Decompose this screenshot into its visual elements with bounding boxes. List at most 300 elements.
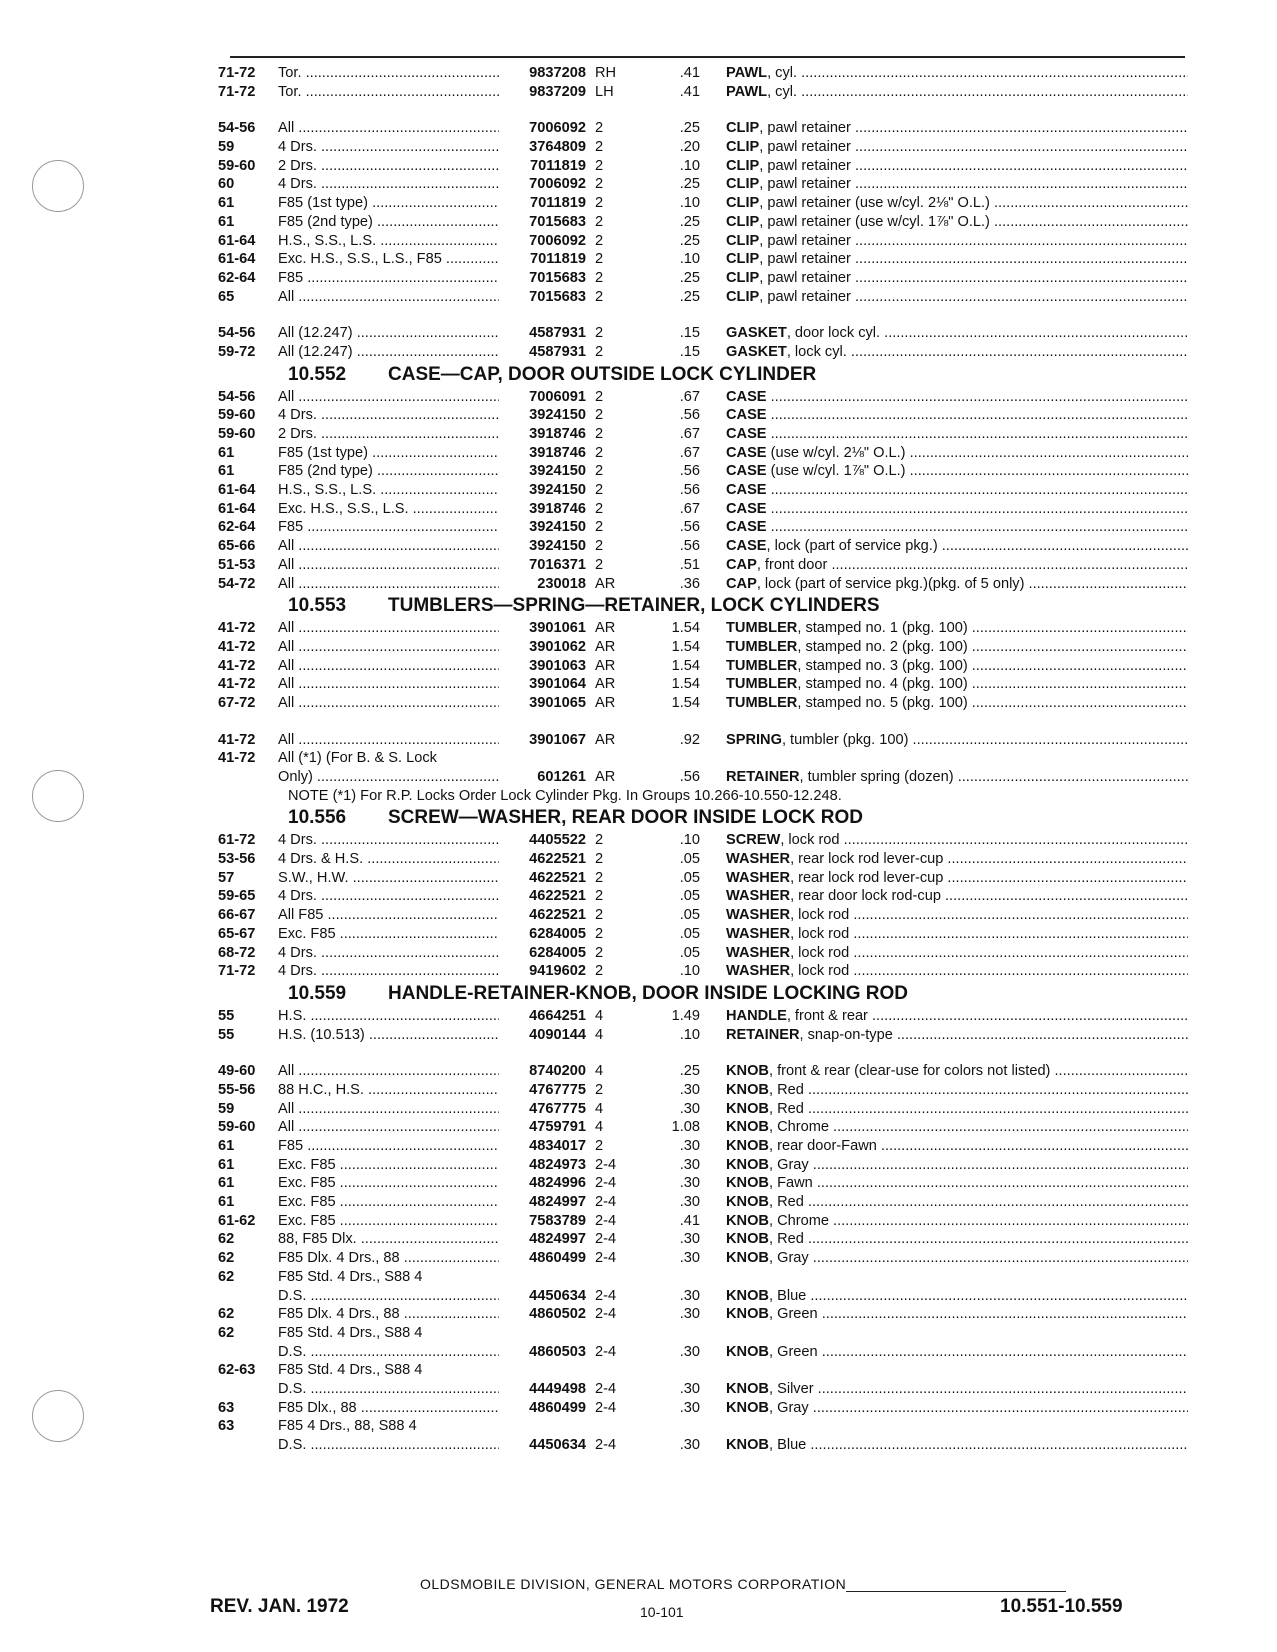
model-description: All (12.247) .....: [278, 324, 499, 343]
part-name: [726, 731, 1188, 750]
model-year: 49-60: [218, 1063, 256, 1080]
quantity: 2: [595, 482, 604, 499]
model-year: 61-64: [218, 500, 256, 517]
part-name-main: CASE: [726, 538, 767, 555]
price: .10: [679, 832, 700, 849]
model-year: 51-53: [218, 556, 256, 573]
part-number: 4664251: [529, 1007, 586, 1024]
footer-company: OLDSMOBILE DIVISION, GENERAL MOTORS CORPORATION: [420, 1576, 847, 1592]
part-name: [726, 1026, 1188, 1045]
part-name-detail: , pawl retainer: [759, 251, 851, 268]
part-number: 4622521: [529, 888, 586, 905]
quantity: 2-4: [595, 1380, 617, 1397]
parts-row: [218, 269, 1188, 288]
note-text: NOTE (*1) For R.P. Locks Order Lock Cylinder Pkg. In Groups 10.266-10.550-12.248.: [288, 787, 842, 804]
part-number: 9419602: [529, 963, 586, 980]
model-year: 61-64: [218, 482, 256, 499]
parts-row: [218, 1343, 1188, 1362]
model-year: [218, 1380, 278, 1399]
part-name-main: SPRING: [726, 731, 782, 748]
price: .15: [679, 343, 700, 360]
quantity: 2: [595, 851, 604, 868]
model-description: All .....: [278, 119, 499, 138]
model-description: D.S. .....: [278, 1380, 499, 1399]
part-name-main: CLIP: [726, 120, 760, 137]
parts-row: [218, 481, 1188, 500]
quantity: AR: [595, 676, 616, 693]
model-year: 54-56: [218, 388, 256, 405]
part-number: 3901062: [529, 638, 586, 655]
model-description: F85 .....: [278, 269, 499, 288]
part-number: 4767775: [529, 1081, 586, 1098]
model-year: 61-72: [218, 832, 256, 849]
part-number: 4450634: [529, 1287, 586, 1304]
price: .30: [679, 1138, 700, 1154]
part-number: 4767775: [529, 1100, 586, 1117]
part-name: [726, 575, 1188, 594]
part-number: 3901067: [529, 731, 586, 748]
model-year: 41-72: [218, 620, 256, 637]
parts-row: [218, 500, 1188, 519]
part-number: 3924150: [529, 482, 586, 499]
part-name-main: SCREW: [726, 832, 781, 849]
model-year: 61: [218, 1156, 235, 1173]
price: .05: [679, 851, 700, 868]
part-name-main: TUMBLER: [726, 620, 798, 637]
part-name: [726, 1343, 1188, 1362]
parts-row: [218, 462, 1188, 481]
model-year: 53-56: [218, 851, 256, 868]
quantity: 4: [595, 1100, 604, 1117]
section-heading: [218, 593, 1188, 619]
model-description: 4 Drs. & H.S. .....: [278, 850, 499, 869]
price: 1.54: [671, 657, 700, 674]
part-number: 3924150: [529, 519, 586, 536]
part-number: 7006092: [529, 232, 586, 249]
parts-row: [218, 64, 1188, 83]
parts-row: [218, 1062, 1188, 1081]
quantity: 2: [595, 195, 604, 212]
price: .10: [679, 963, 700, 980]
part-number: 4449498: [529, 1380, 586, 1397]
part-name-main: CASE: [726, 463, 767, 480]
section-number: 10.559: [288, 982, 347, 1004]
quantity: AR: [595, 769, 616, 785]
part-name-detail: , pawl retainer: [759, 232, 851, 249]
part-name-detail: , Silver: [768, 1380, 814, 1397]
model-description: Exc. F85 .....: [278, 1174, 499, 1193]
model-year: 67-72: [218, 694, 256, 711]
part-name-detail: , rear lock rod lever-cup: [790, 851, 944, 868]
model-description: Only) .....: [278, 768, 499, 787]
price: .05: [679, 944, 700, 961]
part-number: 4450634: [529, 1437, 586, 1453]
price: 1.54: [671, 620, 700, 637]
part-number: 7011819: [529, 251, 586, 268]
part-name: [726, 444, 1188, 463]
part-number: 601261: [537, 769, 586, 785]
part-name-detail: , lock rod: [790, 963, 850, 980]
part-name-detail: , stamped no. 1 (pkg. 100): [797, 620, 968, 637]
parts-row: [218, 1081, 1188, 1100]
quantity: 2: [595, 343, 604, 360]
part-name-detail: , pawl retainer: [759, 176, 851, 193]
part-name: [726, 157, 1188, 176]
part-name-detail: , Fawn: [768, 1175, 813, 1192]
quantity: 2: [595, 538, 604, 555]
model-description: All .....: [278, 388, 499, 407]
quantity: 2: [595, 426, 604, 442]
price: .30: [679, 1194, 700, 1211]
model-description: H.S. .....: [278, 1007, 499, 1026]
model-description: F85 (1st type) .....: [278, 444, 499, 463]
part-name-main: CASE: [726, 388, 767, 405]
price: .20: [679, 139, 700, 156]
model-description: All .....: [278, 1100, 499, 1119]
part-name-detail: , snap-on-type: [799, 1026, 893, 1043]
parts-row: [218, 831, 1188, 850]
price: .30: [679, 1100, 700, 1117]
part-number: 3764809: [529, 139, 586, 156]
parts-row: [218, 388, 1188, 407]
price: .05: [679, 925, 700, 942]
quantity: 2: [595, 157, 604, 174]
part-name-detail: , front door: [756, 556, 828, 573]
part-number: 3924150: [529, 407, 586, 424]
model-description: All (12.247) .....: [278, 343, 499, 362]
model-year: 65: [218, 288, 235, 305]
price: .05: [679, 869, 700, 886]
price: 1.54: [671, 638, 700, 655]
parts-row: [218, 1305, 1188, 1324]
model-description: 88, F85 Dlx. .....: [278, 1230, 499, 1249]
parts-row: [218, 1118, 1188, 1137]
part-name-detail: , Green: [768, 1343, 818, 1360]
section-number: 10.556: [288, 807, 347, 829]
model-description: Exc. H.S., S.S., L.S. .....: [278, 500, 499, 519]
part-number: 7006092: [529, 120, 586, 137]
part-name-main: CLIP: [726, 288, 760, 305]
quantity: 2: [595, 519, 604, 536]
part-name-main: KNOB: [726, 1399, 769, 1416]
part-name-main: KNOB: [726, 1081, 769, 1098]
part-name-detail: , pawl retainer: [759, 120, 851, 137]
part-number: 4860502: [529, 1306, 586, 1323]
section-title: SCREW—WASHER, REAR DOOR INSIDE LOCK ROD: [388, 807, 864, 829]
part-name: [726, 406, 1188, 425]
parts-row: [218, 1361, 1188, 1380]
part-name: [726, 481, 1188, 500]
part-name-main: CASE: [726, 500, 767, 517]
model-year: [218, 768, 278, 787]
model-year: 63: [218, 1399, 235, 1416]
part-name-main: CLIP: [726, 195, 760, 212]
part-name-main: KNOB: [726, 1343, 769, 1360]
part-name-detail: , Red: [768, 1231, 804, 1248]
part-name-main: KNOB: [726, 1138, 769, 1154]
model-year: 61-64: [218, 251, 256, 268]
part-name-detail: , pawl retainer (use w/cyl. 2⅛" O.L.): [759, 195, 990, 212]
quantity: 2: [595, 120, 604, 137]
quantity: 2: [595, 925, 604, 942]
quantity: 2: [595, 388, 604, 405]
part-name: [726, 194, 1188, 213]
parts-row: [218, 1249, 1188, 1268]
model-year: 59-60: [218, 1119, 256, 1136]
quantity: 2-4: [595, 1287, 617, 1304]
section-heading: [218, 805, 1188, 831]
quantity: 2-4: [595, 1231, 617, 1248]
price: .10: [679, 195, 700, 212]
part-name-main: CASE: [726, 444, 767, 461]
part-name-main: TUMBLER: [726, 657, 798, 674]
price: .36: [679, 575, 700, 592]
quantity: AR: [595, 620, 616, 637]
price: .56: [679, 538, 700, 555]
parts-row: [218, 1100, 1188, 1119]
part-name: [726, 619, 1188, 638]
part-name-main: PAWL: [726, 65, 768, 81]
part-number: 4824973: [529, 1156, 586, 1173]
quantity: 2: [595, 251, 604, 268]
model-year: 41-72: [218, 731, 256, 748]
parts-row: [218, 575, 1188, 594]
parts-row: [218, 694, 1188, 713]
parts-row: [218, 213, 1188, 232]
part-name-detail: , Red: [768, 1081, 804, 1098]
quantity: 2-4: [595, 1343, 617, 1360]
part-name-main: WASHER: [726, 963, 791, 980]
quantity: 2: [595, 869, 604, 886]
price: .30: [679, 1399, 700, 1416]
model-description: F85 .....: [278, 1137, 499, 1156]
model-description: F85 Dlx. 4 Drs., 88 .....: [278, 1249, 499, 1268]
part-name: [726, 175, 1188, 194]
quantity: 2-4: [595, 1175, 617, 1192]
quantity: 2: [595, 963, 604, 980]
price: .92: [679, 731, 700, 748]
price: .30: [679, 1343, 700, 1360]
parts-row: [218, 887, 1188, 906]
price: .56: [679, 482, 700, 499]
price: .41: [679, 65, 700, 81]
part-name-detail: (use w/cyl. 2⅛" O.L.): [766, 444, 906, 461]
part-name-detail: , Chrome: [768, 1212, 829, 1229]
part-name: [726, 83, 1188, 102]
part-name-main: KNOB: [726, 1380, 769, 1397]
part-number: 230018: [537, 575, 586, 592]
parts-row: [218, 1417, 1188, 1436]
part-name-detail: , lock cyl.: [786, 343, 847, 360]
model-description: S.W., H.W. .....: [278, 869, 499, 888]
model-description: 4 Drs. .....: [278, 138, 499, 157]
parts-row: [218, 962, 1188, 981]
part-number: 3901061: [529, 620, 586, 637]
part-name-main: TUMBLER: [726, 694, 798, 711]
model-description: All .....: [278, 288, 499, 307]
part-name-main: CLIP: [726, 232, 760, 249]
parts-row: [218, 675, 1188, 694]
model-description: Exc. F85 .....: [278, 1212, 499, 1231]
part-name-main: KNOB: [726, 1287, 769, 1304]
model-description: 2 Drs. .....: [278, 157, 499, 176]
section-title: HANDLE-RETAINER-KNOB, DOOR INSIDE LOCKING ROD: [388, 982, 909, 1004]
quantity: 2: [595, 269, 604, 286]
parts-row: [218, 537, 1188, 556]
part-name-main: CLIP: [726, 269, 760, 286]
parts-row: [218, 83, 1188, 102]
part-number: 4622521: [529, 907, 586, 924]
model-year: 71-72: [218, 65, 256, 81]
part-number: 7015683: [529, 213, 586, 230]
part-name-main: KNOB: [726, 1250, 769, 1267]
model-description: F85 4 Drs., 88, S88 4: [278, 1418, 417, 1435]
part-name-main: CLIP: [726, 139, 760, 156]
part-name: [726, 500, 1188, 519]
spacer-row: [218, 1044, 1188, 1062]
quantity: 2-4: [595, 1156, 617, 1173]
quantity: 4: [595, 1007, 604, 1024]
price: .25: [679, 269, 700, 286]
quantity: 2: [595, 888, 604, 905]
model-description: All .....: [278, 1062, 499, 1081]
part-name-main: CLIP: [726, 176, 760, 193]
model-description: 2 Drs. .....: [278, 425, 499, 444]
part-name: [726, 1137, 1188, 1156]
price: .30: [679, 1175, 700, 1192]
quantity: AR: [595, 731, 616, 748]
part-number: 3924150: [529, 463, 586, 480]
model-description: D.S. .....: [278, 1343, 499, 1362]
part-name: [726, 831, 1188, 850]
quantity: 2-4: [595, 1306, 617, 1323]
model-description: 4 Drs. .....: [278, 831, 499, 850]
parts-row: [218, 119, 1188, 138]
part-name: [726, 850, 1188, 869]
part-name-detail: , Blue: [768, 1437, 807, 1453]
model-year: 62-63: [218, 1362, 256, 1379]
part-name-detail: , front & rear: [786, 1007, 868, 1024]
price: .10: [679, 157, 700, 174]
model-year: [218, 1436, 278, 1455]
model-year: 62: [218, 1231, 235, 1248]
price: .56: [679, 769, 700, 785]
model-description: All .....: [278, 694, 499, 713]
parts-row: [218, 1436, 1188, 1455]
footer-rule: [846, 1591, 1066, 1592]
part-name: [726, 675, 1188, 694]
parts-row: [218, 1156, 1188, 1175]
price: 1.49: [671, 1007, 700, 1024]
parts-row: [218, 157, 1188, 176]
part-name: [726, 537, 1188, 556]
part-name-detail: (use w/cyl. 1⅞" O.L.): [766, 463, 906, 480]
part-name-main: KNOB: [726, 1119, 769, 1136]
quantity: 2: [595, 176, 604, 193]
price: .30: [679, 1231, 700, 1248]
model-description: All .....: [278, 638, 499, 657]
section-number: 10.553: [288, 595, 347, 617]
model-year: [218, 1343, 278, 1362]
footer-page-number: 10-101: [640, 1604, 684, 1620]
parts-row: [218, 324, 1188, 343]
parts-row: [218, 1212, 1188, 1231]
part-name-detail: , lock rod: [790, 925, 850, 942]
parts-row: [218, 749, 1188, 768]
model-year: 54-56: [218, 120, 256, 137]
model-year: 55: [218, 1026, 235, 1043]
model-year: 59-60: [218, 157, 256, 174]
parts-row: [218, 906, 1188, 925]
model-year: 62-64: [218, 269, 256, 286]
quantity: 2: [595, 325, 604, 342]
part-name-detail: , stamped no. 3 (pkg. 100): [797, 657, 968, 674]
parts-row: [218, 232, 1188, 251]
quantity: 2: [595, 232, 604, 249]
part-number: 3918746: [529, 444, 586, 461]
part-name: [726, 462, 1188, 481]
price: .67: [679, 444, 700, 461]
part-name-detail: , tumbler (pkg. 100): [781, 731, 909, 748]
part-name-main: RETAINER: [726, 769, 800, 785]
price: .25: [679, 120, 700, 137]
part-name: [726, 657, 1188, 676]
part-number: 9837209: [529, 83, 586, 100]
part-name-detail: , cyl.: [767, 83, 798, 100]
parts-row: [218, 638, 1188, 657]
parts-row: [218, 175, 1188, 194]
section-title: TUMBLERS—SPRING—RETAINER, LOCK CYLINDERS: [388, 595, 880, 617]
model-year: 61: [218, 444, 235, 461]
model-year: 63: [218, 1418, 235, 1435]
part-name-detail: , pawl retainer (use w/cyl. 1⅞" O.L.): [759, 213, 990, 230]
part-name-detail: , Gray: [768, 1156, 809, 1173]
model-description: Tor. .....: [278, 83, 499, 102]
model-year: 59-60: [218, 407, 256, 424]
part-name: [726, 250, 1188, 269]
part-name-detail: , front & rear (clear-use for colors not listed): [768, 1063, 1051, 1080]
part-name-main: CASE: [726, 407, 767, 424]
model-description: H.S., S.S., L.S. .....: [278, 232, 499, 251]
part-number: 7015683: [529, 269, 586, 286]
part-name-detail: , pawl retainer: [759, 288, 851, 305]
part-number: 4860499: [529, 1399, 586, 1416]
price: .05: [679, 907, 700, 924]
part-number: 4824996: [529, 1175, 586, 1192]
part-number: 4860499: [529, 1250, 586, 1267]
part-name-detail: , lock rod: [780, 832, 840, 849]
model-year: 60: [218, 176, 235, 193]
price: .25: [679, 176, 700, 193]
model-year: 62-64: [218, 519, 256, 536]
part-name-detail: , Red: [768, 1194, 804, 1211]
part-name-detail: , pawl retainer: [759, 269, 851, 286]
part-number: 3901063: [529, 657, 586, 674]
quantity: 2: [595, 832, 604, 849]
parts-row: [218, 444, 1188, 463]
model-description: All F85 .....: [278, 906, 499, 925]
part-number: 7015683: [529, 288, 586, 305]
section-number: 10.552: [288, 363, 347, 385]
part-name-detail: , lock (part of service pkg.)(pkg. of 5 only): [756, 575, 1025, 592]
part-name-detail: , stamped no. 4 (pkg. 100): [797, 676, 968, 693]
part-name-detail: , stamped no. 5 (pkg. 100): [797, 694, 968, 711]
quantity: 2: [595, 1138, 604, 1154]
part-name: [726, 925, 1188, 944]
quantity: 2: [595, 139, 604, 156]
part-name: [726, 1287, 1188, 1306]
part-name: [726, 1156, 1188, 1175]
